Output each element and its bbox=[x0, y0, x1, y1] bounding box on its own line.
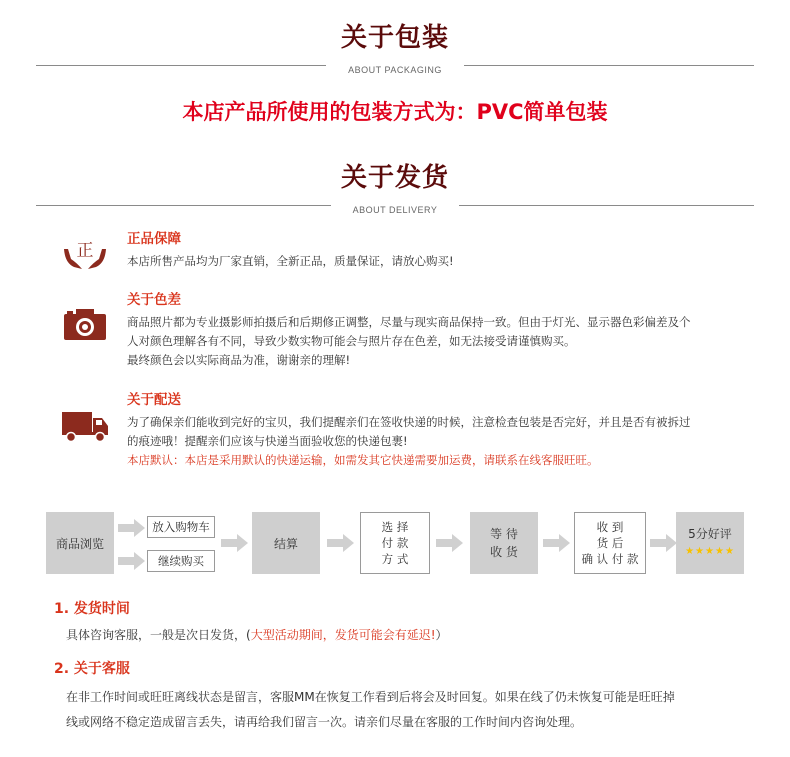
color-section bbox=[60, 290, 750, 370]
color-line-1: 商品照片都为专业摄影师拍摄后和后期修正调整，尽量与现实商品保持一致。但由于灯光、显示器色彩偏差及个 bbox=[127, 315, 691, 329]
arrow-right-icon bbox=[221, 533, 249, 553]
color-line-2: 人对颜色理解各有不同，导致少数实物可能会与照片存在色差，如无法接受请谨慎购买。 bbox=[127, 334, 576, 348]
shipping-line-3: 本店默认：本店是采用默认的快递运输，如需发其它快递需要加运费，请联系在线客服旺旺。 bbox=[127, 453, 599, 467]
packaging-note: 本店产品所使用的包装方式为：PVC简单包装 bbox=[182, 100, 608, 124]
arrow-right-icon bbox=[543, 533, 571, 553]
genuine-glyph: 正 bbox=[76, 241, 94, 261]
truck-icon bbox=[60, 404, 110, 444]
arrow-right-icon bbox=[436, 533, 464, 553]
flow-continue: 继续购买 bbox=[147, 550, 215, 572]
arrow-right-icon bbox=[650, 533, 678, 553]
genuine-section bbox=[60, 229, 750, 277]
arrow-right-icon bbox=[118, 518, 146, 538]
color-line-3: 最终颜色会以实际商品为准，谢谢亲的理解! bbox=[127, 353, 351, 367]
arrow-right-icon bbox=[327, 533, 355, 553]
stars-icon: ★★★★★ bbox=[685, 546, 735, 557]
flow-browse: 商品浏览 bbox=[46, 512, 114, 574]
flow-wait: 等 待 收 货 bbox=[470, 512, 538, 574]
flow-add-cart: 放入购物车 bbox=[147, 516, 215, 538]
faq-question-1: 1. 发货时间 bbox=[54, 601, 130, 617]
flow-review: 5分好评 ★★★★★ bbox=[676, 512, 744, 574]
arrow-right-icon bbox=[118, 551, 146, 571]
packaging-header bbox=[36, 22, 754, 75]
shipping-title: 关于配送 bbox=[127, 392, 181, 408]
faq-answer-1: 具体咨询客服，一般是次日发货，(大型活动期间，发货可能会有延迟!） bbox=[66, 628, 448, 642]
faq-answer-2: 在非工作时间或旺旺离线状态是留言，客服MM在恢复工作看到后将会及时回复。如果在线了仍未恢复可能是旺旺掉 线或网络不稳定造成留言丢失，请再给我们留言一次。请亲们尽量在客服的工作时间内咨询处理。 bbox=[66, 690, 675, 729]
camera-icon bbox=[60, 304, 110, 344]
shipping-line-1: 为了确保亲们能收到完好的宝贝，我们提醒亲们在签收快递的时候，注意检查包装是否完好，并且是否有被拆过 bbox=[127, 415, 691, 429]
packaging-subtitle: ABOUT PACKAGING bbox=[326, 63, 464, 77]
flow-checkout: 结算 bbox=[252, 512, 320, 574]
genuine-title: 正品保障 bbox=[127, 231, 181, 247]
genuine-line-1: 本店所售产品均为厂家直销，全新正品，质量保证，请放心购买! bbox=[127, 254, 454, 268]
faq-question-2: 2. 关于客服 bbox=[54, 661, 130, 677]
color-title: 关于色差 bbox=[127, 292, 181, 308]
shipping-section bbox=[60, 390, 750, 470]
flow-payment: 选 择 付 款 方 式 bbox=[360, 512, 430, 574]
handshake-genuine-icon bbox=[60, 233, 110, 273]
delivery-subtitle: ABOUT DELIVERY bbox=[331, 203, 460, 217]
shipping-line-2: 的痕迹哦！提醒亲们应该与快递当面验收您的快递包裹! bbox=[127, 434, 408, 448]
flow-confirm: 收 到 货 后 确 认 付 款 bbox=[574, 512, 646, 574]
delivery-header bbox=[36, 162, 754, 215]
delivery-title: 关于发货 bbox=[340, 163, 449, 193]
packaging-title: 关于包装 bbox=[340, 23, 449, 53]
